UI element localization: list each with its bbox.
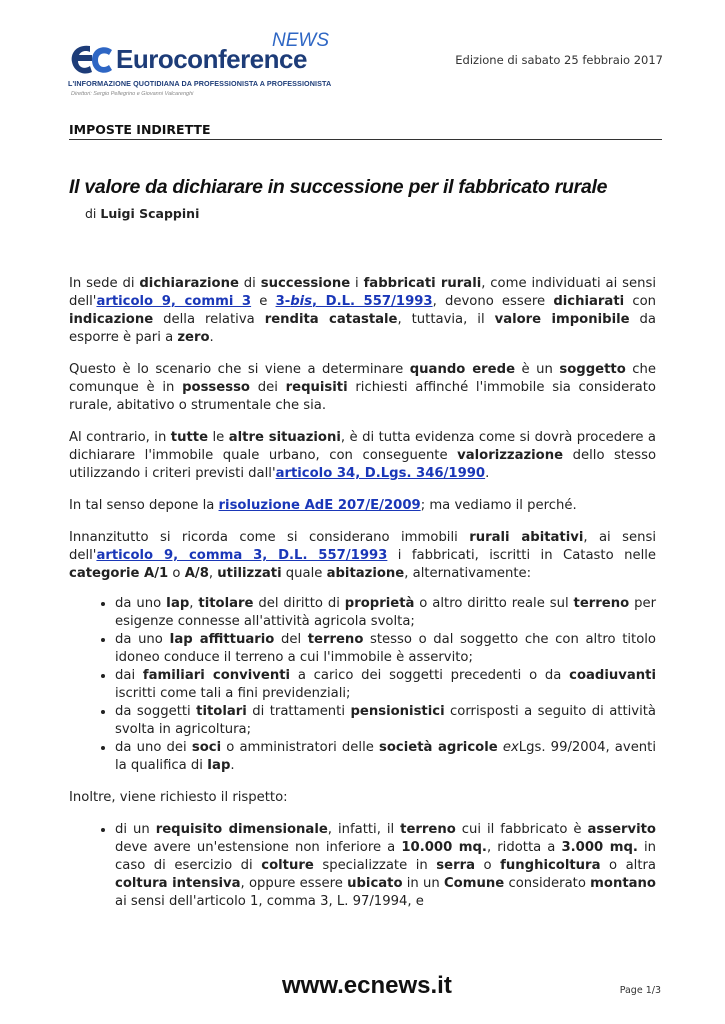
requirement-list: [69, 821, 656, 911]
page-number: Page 1/3: [619, 985, 661, 996]
article-author: di Luigi Scappini: [85, 206, 200, 221]
brand-tagline: L'INFORMAZIONE QUOTIDIANA DA PROFESSIONISTA A PROFESSIONISTA: [68, 79, 332, 88]
paragraph: Questo è lo scenario che si viene a determinare quando erede è un soggetto che comunque è in possesso dei requisiti richiesti affinché l'immobile sia considerato rurale, abitativo o strumentale che sia.: [69, 362, 656, 413]
law-link[interactable]: articolo 9, commi 3: [96, 294, 252, 309]
list-item: • di un requisito dimensionale, infatti, il terreno cui il fabbricato è asservito deve avere un'estensione non inferiore a 10.000 mq., ridotta a 3.000 mq. in caso di esercizio di colture specializzate in serra o funghicoltura o altra coltura intensiva, oppure essere ubicato in un Comune considerato montano ai sensi dell'articolo 1, comma 3, L. 97/1994, e: [115, 821, 656, 911]
article-body: [69, 275, 656, 925]
list-item: • dai familiari conviventi a carico dei soggetti precedenti o da coadiuvanti iscritti come tali a fini previdenziali;: [115, 667, 656, 703]
masthead: [68, 30, 663, 100]
list-item: • da uno Iap affittuario del terreno stesso o dal soggetto che con altro titolo idoneo conduce il terreno a cui l'immobile è asservito;: [115, 631, 656, 667]
brand-name: Euroconference: [116, 44, 307, 74]
law-link[interactable]: articolo 9, comma 3, D.L. 557/1993: [96, 548, 388, 563]
edition-date: Edizione di sabato 25 febbraio 2017: [455, 53, 663, 67]
brand-news: NEWS: [272, 30, 329, 51]
article-title: Il valore da dichiarare in successione per il fabbricato rurale: [69, 176, 608, 198]
list-item: • da uno dei soci o amministratori delle società agricole exLgs. 99/2004, aventi la qualifica di Iap.: [115, 739, 656, 775]
resolution-link[interactable]: risoluzione AdE 207/E/2009: [218, 498, 421, 513]
paragraph: Inoltre, viene richiesto il rispetto:: [69, 790, 288, 805]
paragraph: In sede di dichiarazione di successione i fabbricati rurali, come individuati ai sensi dell'articolo 9, commi 3 e 3-bis, D.L. 557/1993, devono essere dichiarati con indicazione della relativa rendita catastale, tuttavia, il valore imponibile da esporre è pari a zero.: [69, 276, 656, 345]
law-link[interactable]: articolo 34, D.Lgs. 346/1990: [275, 466, 486, 481]
list-item: • da soggetti titolari di trattamenti pensionistici corrisposti a seguito di attività svolta in agricoltura;: [115, 703, 656, 739]
list-item: • da uno Iap, titolare del diritto di proprietà o altro diritto reale sul terreno per esigenze connesse all'attività agricola svolta;: [115, 595, 656, 631]
law-link[interactable]: 3-bis, D.L. 557/1993: [275, 294, 433, 309]
paragraph: Innanzitutto si ricorda come si considerano immobili rurali abitativi, ai sensi dell'articolo 9, comma 3, D.L. 557/1993 i fabbricati, iscritti in Catasto nelle categorie A/1 o A/8, utilizzati quale abitazione, alternativamente:: [69, 530, 657, 581]
section-divider: [69, 139, 662, 140]
section-label: IMPOSTE INDIRETTE: [69, 122, 211, 137]
footer-website[interactable]: www.ecnews.it: [282, 972, 452, 999]
directors-line: Direttori: Sergio Pellegrino e Giovanni Valcarenghi: [71, 91, 194, 97]
condition-list: [69, 595, 656, 775]
ec-logo-icon: [68, 42, 114, 78]
paragraph: In tal senso depone la risoluzione AdE 207/E/2009; ma vediamo il perché.: [69, 498, 577, 513]
paragraph: Al contrario, in tutte le altre situazioni, è di tutta evidenza come si dovrà procedere a dichiarare l'immobile quale urbano, con conseguente valorizzazione dello stesso utilizzando i criteri previsti dall'articolo 34, D.Lgs. 346/1990.: [69, 430, 657, 481]
